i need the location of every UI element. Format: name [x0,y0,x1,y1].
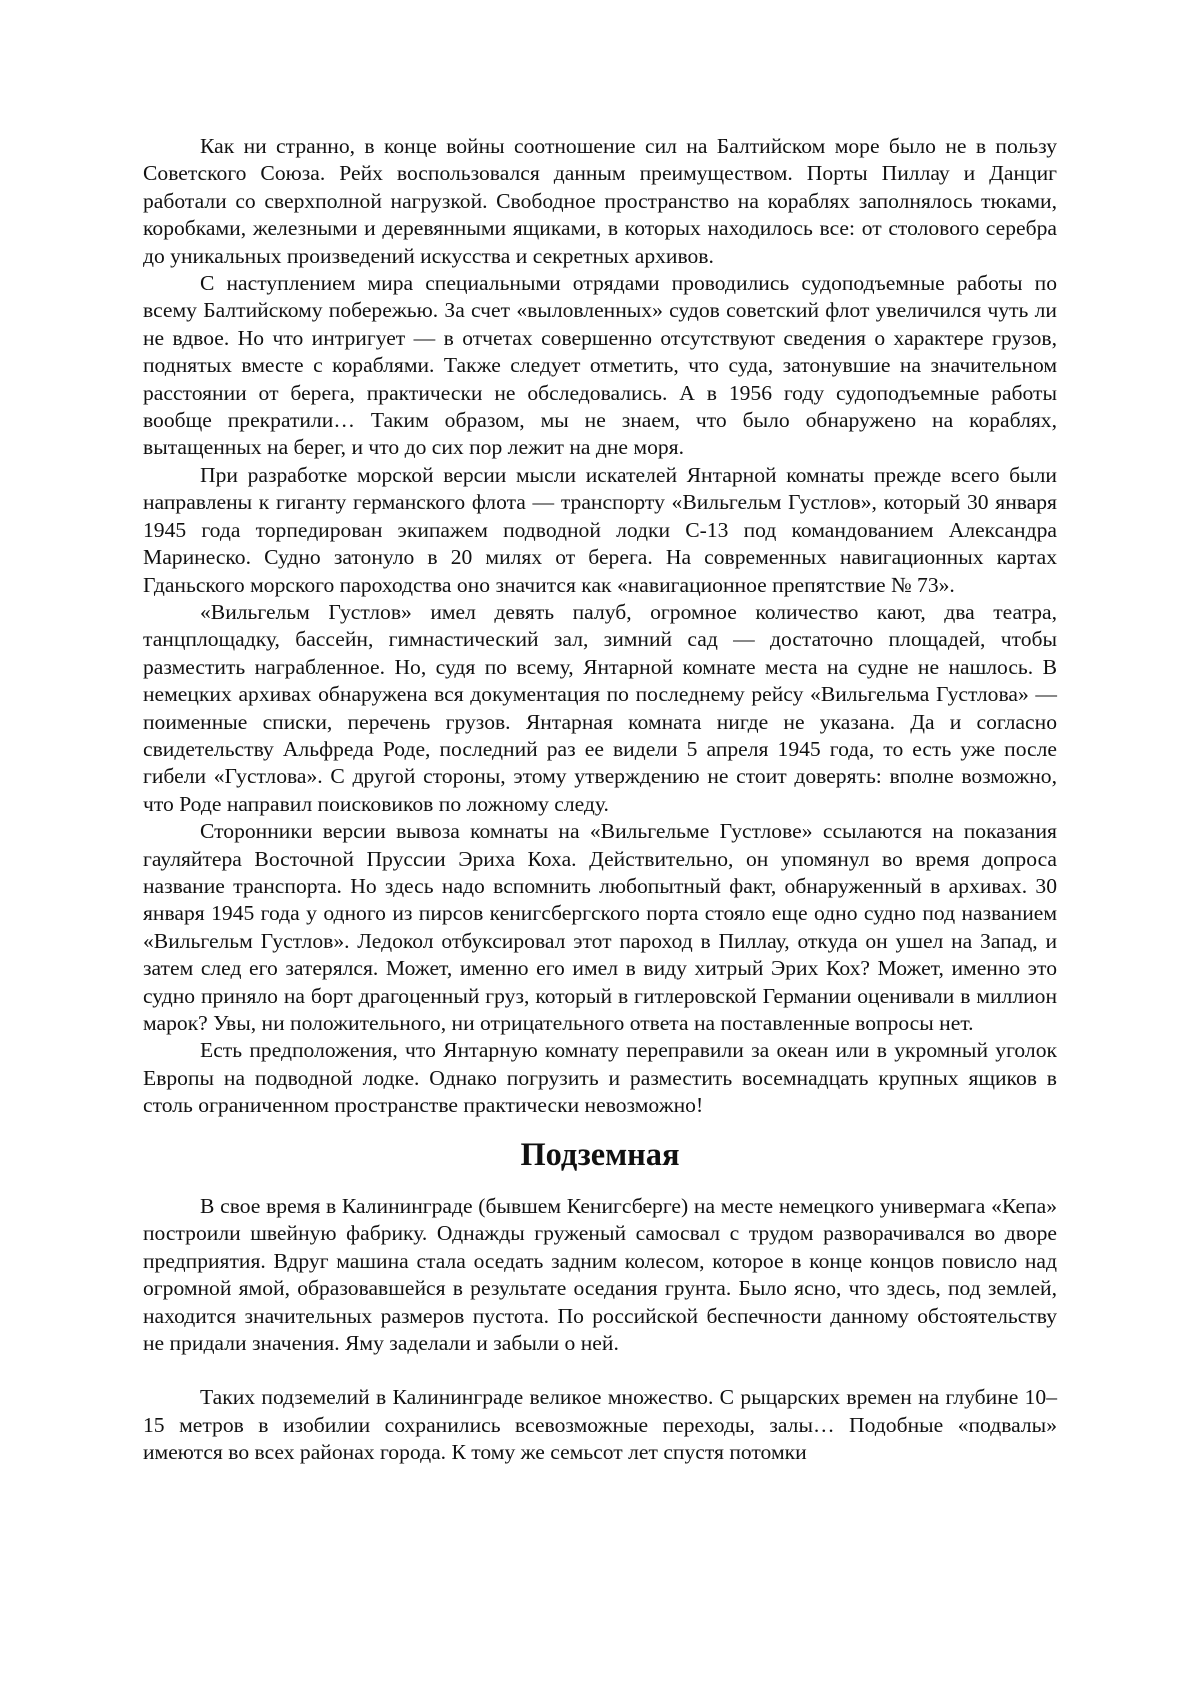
paragraph-baltic-sea-balance: Как ни странно, в конце войны соотношение сил на Балтийском море было не в пользу Советского Союза. Рейх воспользовался данным преимуществом. Порты Пиллау и Данциг работали со сверхполной нагрузкой. Свободное пространство на кораблях заполнялось тюками, коробками, железными и деревянными ящиками, в которых находилось все: от столового серебра до уникальных произведений искусства и секретных архивов. [143,134,1057,268]
paragraph-salvage-operations: С наступлением мира специальными отрядами проводились судоподъемные работы по всему Балтийскому побережью. За счет «выловленных» судов советский флот увеличился чуть ли не вдвое. Но что интригует — в отчетах совершенно отсутствуют сведения о характере грузов, поднятых вместе с кораблями. Также следует отметить, что суда, затонувшие на значительном расстоянии от берега, практически не обследовались. А в 1956 году судоподъемные работы вообще прекратили… Таким образом, мы не знаем, что было обнаружено на кораблях, вытащенных на берег, и что до сих пор лежит на дне моря. [143,271,1057,460]
paragraph-kepa-factory: В свое время в Калининграде (бывшем Кенигсберге) на месте немецкого универмага «Кепа» построили швейную фабрику. Однажды груженый самосвал с трудом разворачивался во дворе предприятия. Вдруг машина стала оседать задним колесом, которое в конце концов повисло над огромной ямой, образовавшейся в результате оседания грунта. Было ясно, что здесь, под землей, находится значительных размеров пустота. По российской беспечности данному обстоятельству не придали значения. Яму заделали и забыли о ней. [143,1194,1057,1356]
document-page [143,133,1057,1467]
paragraph-gustloff-decks: «Вильгельм Густлов» имел девять палуб, огромное количество кают, два театра, танцплощадку, бассейн, гимнастический зал, зимний сад — достаточно площадей, чтобы разместить награбленное. Но, судя по всему, Янтарной комнате места на судне не нашлось. В немецких архивах обнаружена вся документация по последнему рейсу «Вильгельма Густлова» — поименные списки, перечень грузов. Янтарная комната нигде не указана. Да и согласно свидетельству Альфреда Роде, последний раз ее видели 5 апреля 1945 года, то есть уже после гибели «Густлова». С другой стороны, этому утверждению не стоит доверять: вполне возможно, что Роде направил поисковиков по ложному следу. [143,599,1057,816]
section-heading: Подземная [520,1136,680,1173]
paragraph-erich-koch: Сторонники версии вывоза комнаты на «Вильгельме Густлове» ссылаются на показания гауляйтера Восточной Пруссии Эриха Коха. Действительно, он упомянул во время допроса название транспорта. Но здесь надо вспомнить любопытный факт, обнаруженный в архивах. 30 января 1945 года у одного из пирсов кенигсбергского порта стояло еще одно судно под названием «Вильгельм Густлов». Ледокол отбуксировал этот пароход в Пиллау, откуда он ушел на Запад, и затем след его затерялся. Может, именно его имел в виду хитрый Эрих Кох? Может, именно это судно приняло на борт драгоценный груз, который в гитлеровской Германии оценивали в миллион марок? Увы, ни положительного, ни отрицательного ответа на поставленные вопросы нет. [143,819,1057,1035]
paragraph-submarine-version: Есть предположения, что Янтарную комнату переправили за океан или в укромный уголок Европы на подводной лодке. Однако погрузить и разместить восемнадцать крупных ящиков в столь ограниченном пространстве практически невозможно! [143,1038,1057,1118]
paragraph-wilhelm-gustloff: При разработке морской версии мысли искателей Янтарной комнаты прежде всего были направлены к гиганту германского флота — транспорту «Вильгельм Густлов», который 30 января 1945 года торпедирован экипажем подводной лодки С-13 под командованием Александра Маринеско. Судно затонуло в 20 милях от берега. На современных навигационных картах Гданьского морского пароходства оно значится как «навигационное препятствие № 73». [143,462,1057,597]
paragraph-underground-passages: Таких подземелий в Калининграде великое множество. С рыцарских времен на глубине 10–15 метров в изобилии сохранились всевозможные переходы, залы… Подобные «подвалы» имеются во всех районах города. К тому же семьсот лет спустя потомки [143,1385,1057,1465]
